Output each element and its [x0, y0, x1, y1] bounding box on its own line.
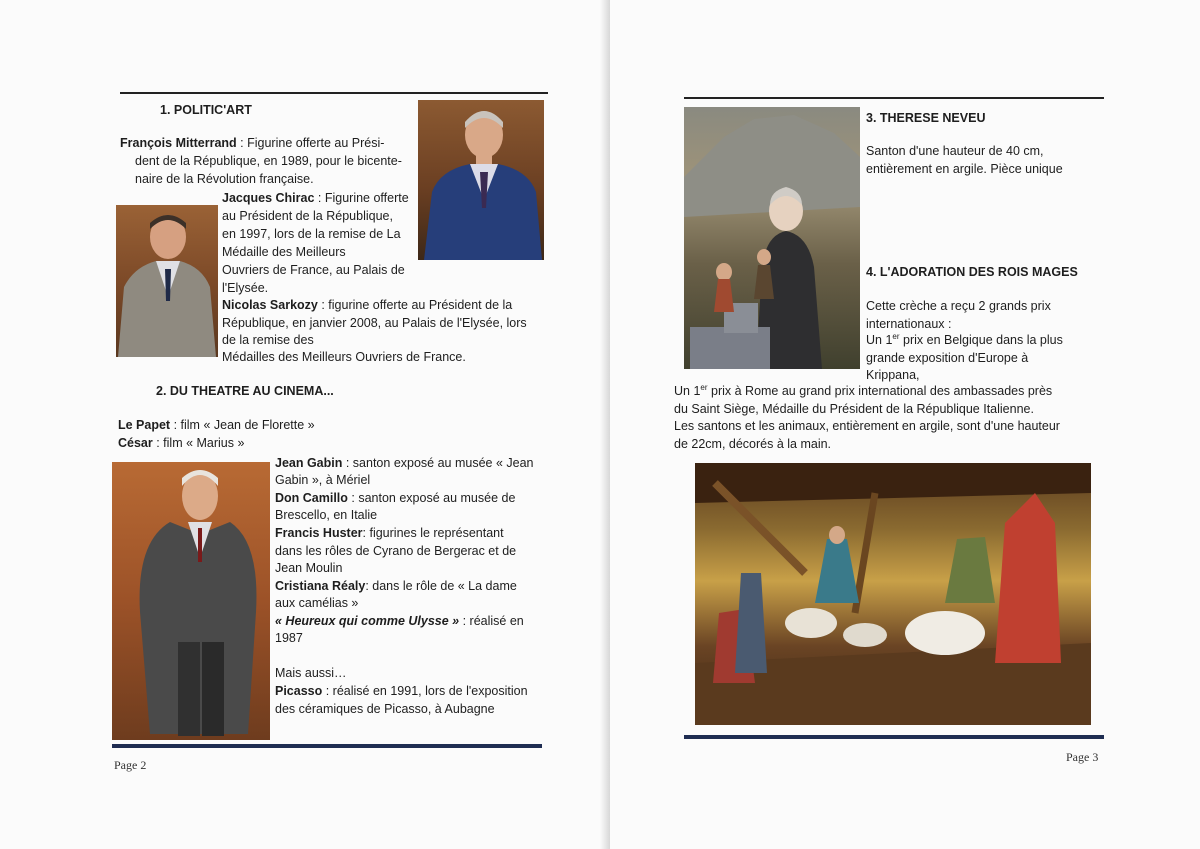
top-rule — [684, 97, 1104, 99]
mitterrand-line-3: naire de la Révolution française. — [135, 172, 314, 186]
sarkozy-line-4: Médailles des Meilleurs Ouvriers de France. — [222, 350, 466, 364]
chirac-line-6: l'Elysée. — [222, 281, 269, 295]
huster-line-1: Francis Huster: figurines le représentant — [275, 526, 504, 540]
sarkozy-line-2: République, en janvier 2008, au Palais de l'Elysée, lors — [222, 316, 527, 330]
sarkozy-line-1: Nicolas Sarkozy : figurine offerte au Président de la — [222, 298, 513, 312]
section-heading-rois-mages: 4. L'ADORATION DES ROIS MAGES — [866, 265, 1078, 279]
top-rule — [120, 92, 548, 94]
realy-line-2: aux camélias » — [275, 596, 359, 610]
huster-line-3: Jean Moulin — [275, 561, 343, 575]
gabin-line-1: Jean Gabin : santon exposé au musée « Jean — [275, 456, 534, 470]
rois-line-5: Krippana, — [866, 368, 920, 382]
ulysse-line-1: « Heureux qui comme Ulysse » : réalisé en — [275, 614, 524, 628]
chirac-figurine-photo — [116, 205, 218, 357]
rois-line-1: Cette crèche a reçu 2 grands prix — [866, 299, 1051, 313]
rois-line-7: du Saint Siège, Médaille du Président de la République Italienne. — [674, 402, 1034, 416]
therese-line-2: entièrement en argile. Pièce unique — [866, 162, 1063, 176]
mitterrand-line-1: François Mitterrand : Figurine offerte au Prési- — [120, 136, 385, 150]
therese-neveu-figurine-photo — [684, 107, 860, 369]
page-number: Page 3 — [1066, 750, 1099, 764]
rois-line-3: Un 1er prix en Belgique dans la plus — [866, 331, 1063, 347]
rois-line-4: grande exposition d'Europe à — [866, 351, 1029, 365]
realy-line-1: Cristiana Réaly: dans le rôle de « La dame — [275, 579, 517, 593]
therese-line-1: Santon d'une hauteur de 40 cm, — [866, 144, 1044, 158]
section-heading-theatre: 2. DU THEATRE AU CINEMA... — [156, 384, 334, 398]
chirac-line-1: Jacques Chirac : Figurine offerte — [222, 191, 409, 205]
right-page — [610, 0, 1200, 849]
section-heading-politicart: 1. POLITIC'ART — [160, 103, 252, 117]
gabin-figurine-photo — [112, 462, 270, 740]
chirac-line-2: au Président de la République, — [222, 209, 393, 223]
camillo-line-2: Brescello, en Italie — [275, 508, 378, 522]
nativity-creche-photo — [695, 463, 1091, 725]
gabin-line-2: Gabin », à Mériel — [275, 473, 371, 487]
papet-line: Le Papet : film « Jean de Florette » — [118, 418, 315, 432]
chirac-line-4: Médaille des Meilleurs — [222, 245, 346, 259]
page-number: Page 2 — [114, 758, 147, 772]
ulysse-line-2: 1987 — [275, 631, 303, 645]
rois-line-9: de 22cm, décorés à la main. — [674, 437, 832, 451]
sarkozy-line-3: de la remise des — [222, 333, 314, 347]
section-heading-therese: 3. THERESE NEVEU — [866, 111, 986, 125]
picasso-line-1: Picasso : réalisé en 1991, lors de l'exposition — [275, 684, 528, 698]
mais-aussi-line: Mais aussi… — [275, 666, 347, 680]
mitterrand-line-2: dent de la République, en 1989, pour le bicente- — [135, 154, 402, 168]
rois-line-8: Les santons et les animaux, entièrement en argile, sont d'une hauteur — [674, 419, 1060, 433]
rois-line-2: internationaux : — [866, 317, 952, 331]
mitterrand-figurine-photo — [418, 100, 544, 260]
cesar-line: César : film « Marius » — [118, 436, 245, 450]
rois-line-6: Un 1er prix à Rome au grand prix international des ambassades près — [674, 382, 1053, 398]
chirac-line-5: Ouvriers de France, au Palais de — [222, 263, 405, 277]
huster-line-2: dans les rôles de Cyrano de Bergerac et de — [275, 544, 517, 558]
picasso-line-2: des céramiques de Picasso, à Aubagne — [275, 702, 495, 716]
camillo-line-1: Don Camillo : santon exposé au musée de — [275, 491, 516, 505]
chirac-line-3: en 1997, lors de la remise de La — [222, 227, 401, 241]
bottom-rule — [112, 744, 542, 748]
bottom-rule — [684, 735, 1104, 739]
